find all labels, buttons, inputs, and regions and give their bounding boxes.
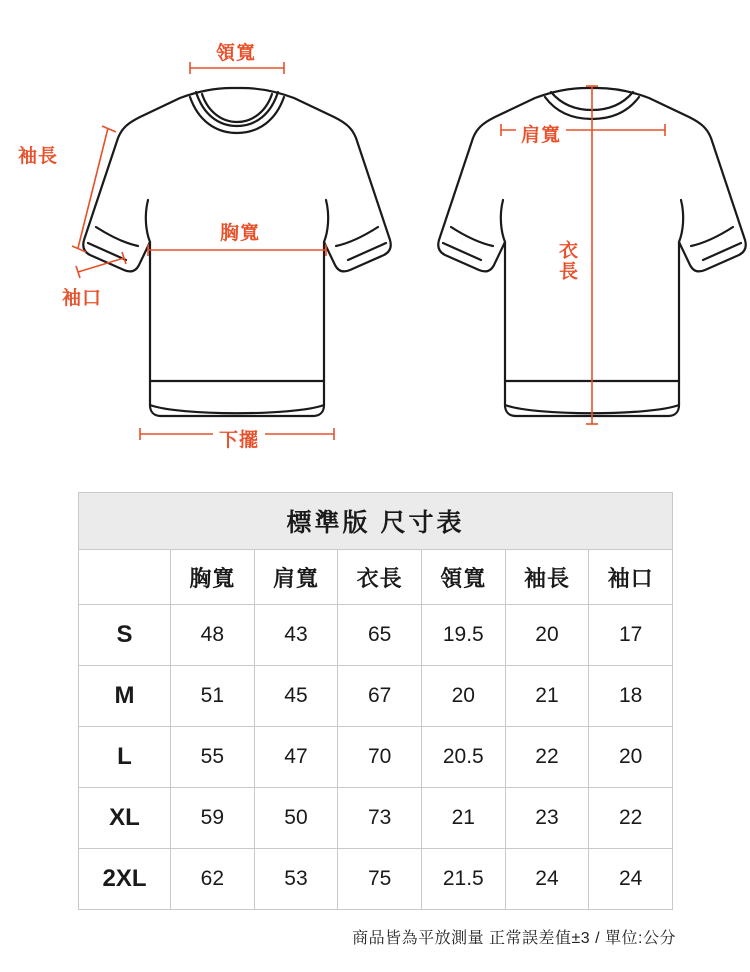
label-shoulder-width: 肩寬 (516, 126, 566, 146)
cell-cuff: 20 (589, 727, 673, 788)
size-table-container (78, 492, 673, 910)
cell-chest: 48 (171, 605, 255, 666)
column-header-size (79, 550, 171, 605)
row-size-label: 2XL (79, 849, 171, 910)
column-header-collar: 領寬 (421, 550, 505, 605)
cell-chest: 59 (171, 788, 255, 849)
size-table-title: 標準版 尺寸表 (79, 493, 673, 550)
column-header-length: 衣長 (338, 550, 422, 605)
cell-chest: 62 (171, 849, 255, 910)
cell-shoulder: 50 (254, 788, 338, 849)
cell-collar: 21.5 (421, 849, 505, 910)
table-row (79, 788, 673, 849)
cell-collar: 20 (421, 666, 505, 727)
cell-length: 65 (338, 605, 422, 666)
label-hem: 下擺 (213, 431, 265, 451)
label-chest-width: 胸寬 (214, 224, 266, 244)
row-size-label: XL (79, 788, 171, 849)
cell-chest: 55 (171, 727, 255, 788)
cell-cuff: 17 (589, 605, 673, 666)
cell-shoulder: 45 (254, 666, 338, 727)
row-size-label: M (79, 666, 171, 727)
column-header-cuff: 袖口 (589, 550, 673, 605)
cell-shoulder: 47 (254, 727, 338, 788)
table-row (79, 849, 673, 910)
column-header-sleeve: 袖長 (505, 550, 589, 605)
cell-sleeve: 23 (505, 788, 589, 849)
table-row (79, 727, 673, 788)
cell-length: 67 (338, 666, 422, 727)
column-header-chest: 胸寬 (171, 550, 255, 605)
row-size-label: S (79, 605, 171, 666)
guide-sleeve-length (78, 128, 108, 248)
cell-sleeve: 21 (505, 666, 589, 727)
size-table-title-row (79, 493, 673, 550)
column-header-shoulder: 肩寬 (254, 550, 338, 605)
size-table-header-row (79, 550, 673, 605)
cell-sleeve: 20 (505, 605, 589, 666)
cell-chest: 51 (171, 666, 255, 727)
label-body-length: 衣長 (555, 240, 577, 282)
cell-length: 70 (338, 727, 422, 788)
table-row (79, 605, 673, 666)
measurement-footnote: 商品皆為平放測量 正常誤差值±3 / 單位:公分 (352, 930, 676, 947)
cell-sleeve: 24 (505, 849, 589, 910)
cell-cuff: 24 (589, 849, 673, 910)
label-cuff: 袖口 (62, 288, 103, 309)
cell-cuff: 22 (589, 788, 673, 849)
cell-length: 75 (338, 849, 422, 910)
cell-shoulder: 53 (254, 849, 338, 910)
front-shirt-outline (83, 88, 391, 416)
cell-collar: 21 (421, 788, 505, 849)
size-table (78, 492, 673, 910)
cell-length: 73 (338, 788, 422, 849)
table-row (79, 666, 673, 727)
cell-cuff: 18 (589, 666, 673, 727)
size-diagram (0, 0, 750, 480)
row-size-label: L (79, 727, 171, 788)
label-sleeve-length: 袖長 (18, 146, 59, 167)
cell-shoulder: 43 (254, 605, 338, 666)
cell-sleeve: 22 (505, 727, 589, 788)
cell-collar: 20.5 (421, 727, 505, 788)
shirt-illustrations (0, 0, 750, 480)
cell-collar: 19.5 (421, 605, 505, 666)
label-collar-width: 領寬 (216, 43, 257, 64)
